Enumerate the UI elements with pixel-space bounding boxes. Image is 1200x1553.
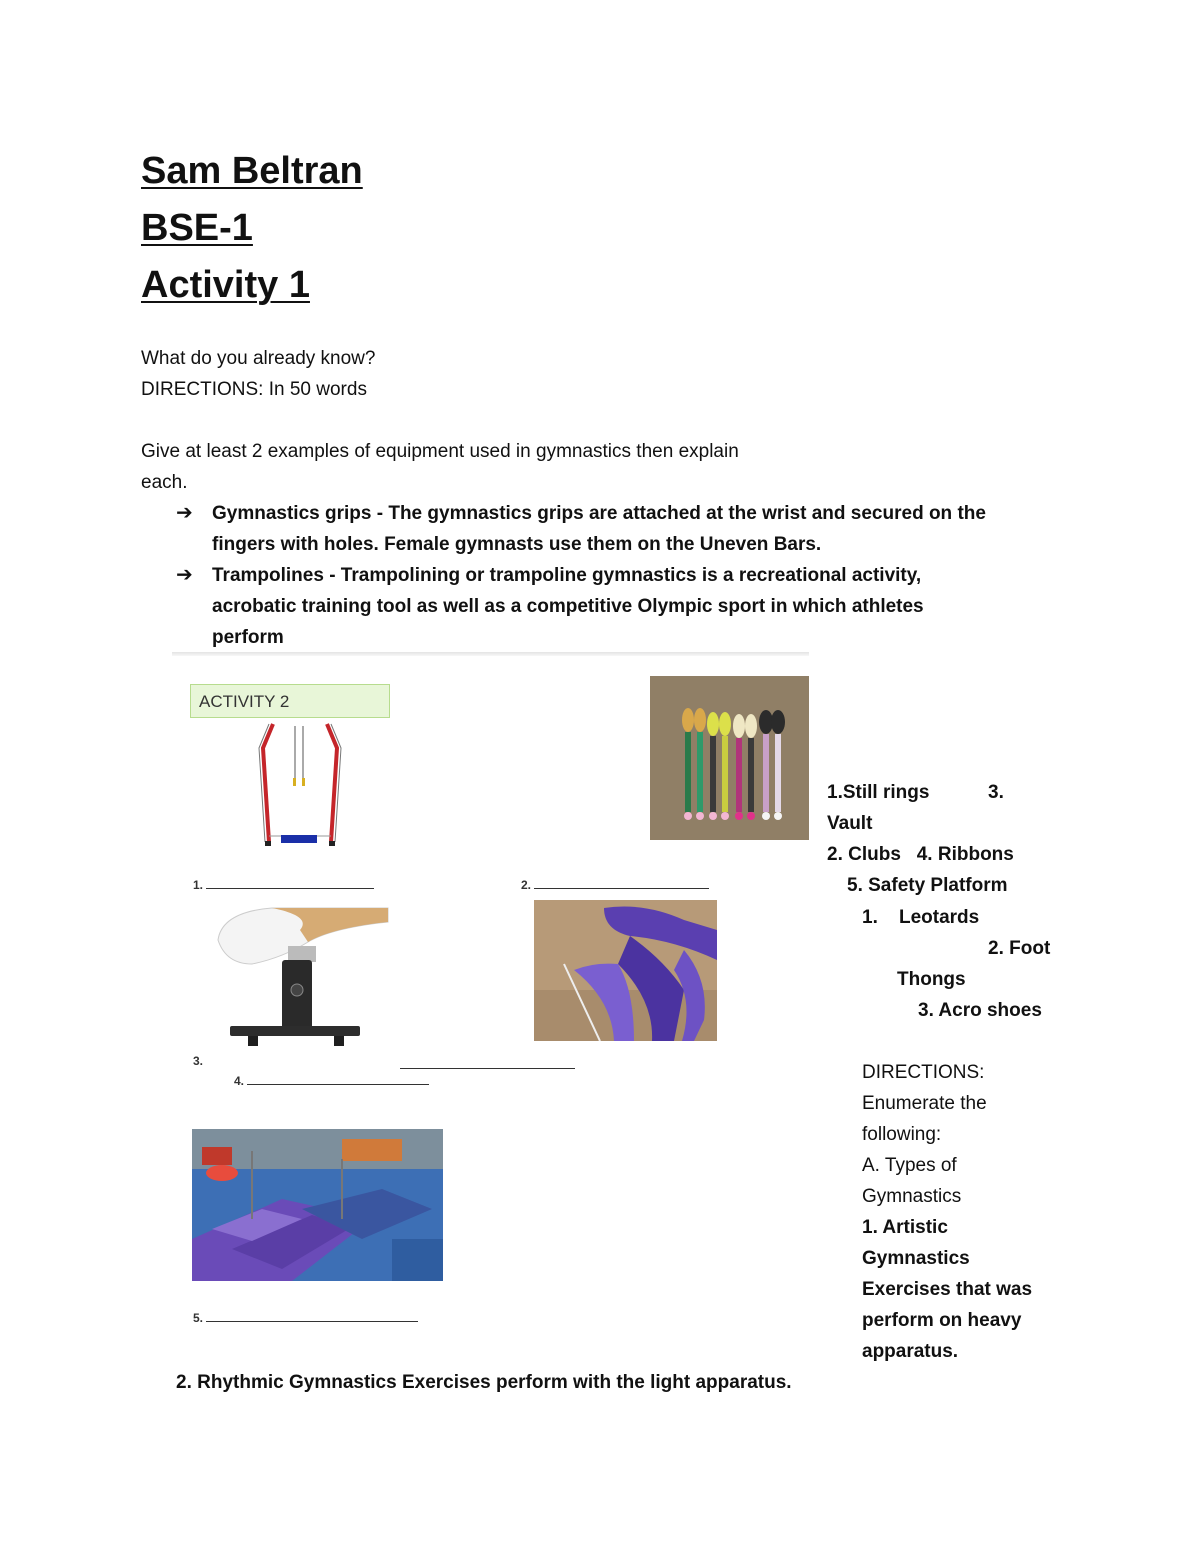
figure-label-1 bbox=[193, 876, 374, 892]
right-arrow-icon: ➔ bbox=[176, 502, 193, 524]
figure-number: 1. bbox=[193, 878, 204, 892]
side-answer-3: 2. Clubs 4. Ribbons bbox=[827, 844, 1014, 865]
side-answer-2: Vault bbox=[827, 813, 873, 834]
worksheet-divider bbox=[172, 652, 809, 656]
figure-label-2 bbox=[521, 876, 709, 892]
artistic-line: 1. Artistic bbox=[862, 1217, 948, 1238]
side-answer-5: 1. Leotards bbox=[862, 907, 980, 928]
directions-line: Gymnastics bbox=[862, 1186, 962, 1207]
answer-blank bbox=[206, 876, 374, 889]
right-arrow-icon: ➔ bbox=[176, 564, 193, 586]
activity-title: Activity 1 bbox=[141, 264, 310, 306]
artistic-line: perform on heavy bbox=[862, 1310, 1022, 1331]
figure-label-5 bbox=[193, 1309, 418, 1325]
artistic-line: Gymnastics bbox=[862, 1248, 970, 1269]
clubs-image bbox=[650, 676, 809, 840]
side-answer-7: Thongs bbox=[897, 969, 966, 990]
question-text: What do you already know? bbox=[141, 348, 376, 369]
side-answer-8: 3. Acro shoes bbox=[918, 1000, 1042, 1021]
activity1-block bbox=[141, 343, 841, 498]
activity2-banner-text: ACTIVITY 2 bbox=[199, 692, 290, 711]
side-answer-4: 5. Safety Platform bbox=[847, 875, 1008, 896]
answer-line: perform bbox=[212, 627, 284, 648]
ribbons-image bbox=[534, 900, 717, 1041]
figure-label-3 bbox=[193, 1054, 203, 1068]
prompt-text-cont: each. bbox=[141, 472, 188, 493]
directions-line: following: bbox=[862, 1124, 942, 1145]
artistic-line: apparatus. bbox=[862, 1341, 959, 1362]
answer-blank-3 bbox=[400, 1056, 575, 1072]
vault-image bbox=[212, 902, 392, 1054]
side-answer-6: 2. Foot bbox=[988, 938, 1051, 959]
safety-platform-image bbox=[192, 1129, 443, 1281]
answer-blank bbox=[534, 876, 709, 889]
side-answer-1a: 1.Still rings bbox=[827, 782, 930, 803]
still-rings-image bbox=[255, 718, 345, 848]
answer-line: Gymnastics grips - The gymnastics grips are attached at the wrist and secured on the bbox=[212, 503, 986, 524]
answer-line: fingers with holes. Female gymnasts use them on the Uneven Bars. bbox=[212, 534, 822, 555]
answer-line: Trampolines - Trampolining or trampoline gymnastics is a recreational activity, bbox=[212, 565, 922, 586]
prompt-text: Give at least 2 examples of equipment used in gymnastics then explain bbox=[141, 441, 739, 462]
figure-number: 3. bbox=[193, 1054, 204, 1068]
figure-number: 5. bbox=[193, 1311, 204, 1325]
answers-list bbox=[176, 498, 1056, 653]
directions-text: DIRECTIONS: In 50 words bbox=[141, 379, 367, 400]
answer-blank bbox=[400, 1056, 575, 1069]
figure-number: 2. bbox=[521, 878, 532, 892]
side-answer-1b: 3. bbox=[988, 782, 1004, 803]
figure-number: 4. bbox=[234, 1074, 245, 1088]
student-name: Sam Beltran bbox=[141, 150, 363, 192]
answer-line: acrobatic training tool as well as a competitive Olympic sport in which athletes bbox=[212, 596, 924, 617]
directions-line: Enumerate the bbox=[862, 1093, 987, 1114]
answer-item bbox=[176, 498, 1056, 560]
artistic-line: Exercises that was bbox=[862, 1279, 1033, 1300]
answer-blank bbox=[206, 1309, 418, 1322]
rhythmic-gymnastics-line: 2. Rhythmic Gymnastics Exercises perform with the light apparatus. bbox=[176, 1372, 792, 1393]
directions-line: DIRECTIONS: bbox=[862, 1062, 985, 1083]
side-directions bbox=[862, 1057, 1062, 1367]
section-title: BSE-1 bbox=[141, 207, 253, 249]
answer-blank bbox=[247, 1072, 429, 1085]
answer-item bbox=[176, 560, 1056, 653]
activity2-banner bbox=[190, 684, 390, 718]
directions-line: A. Types of bbox=[862, 1155, 957, 1176]
figure-label-4 bbox=[234, 1072, 429, 1088]
